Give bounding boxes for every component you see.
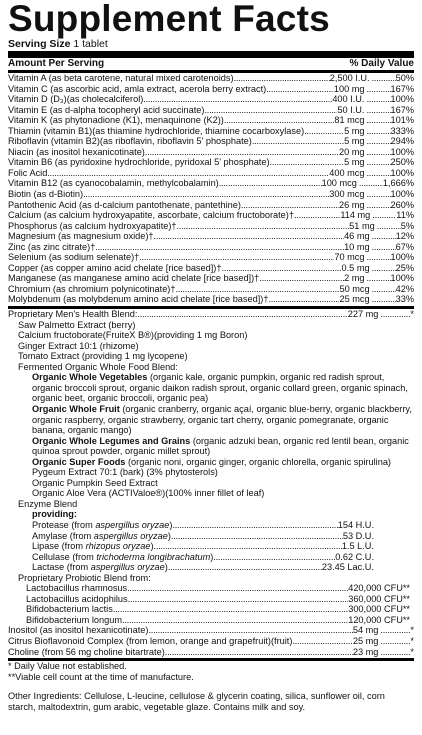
enzyme-amount: 154 H.U.: [337, 519, 374, 530]
nutrient-name: Biotin (as d-Biotin): [8, 189, 84, 200]
ingredient-name: Inositol (as inositol hexanicotinate): [8, 625, 149, 636]
enzyme-name-end: ): [150, 541, 154, 552]
nutrient-name: Chromium (as chromium polynicotinate)†: [8, 283, 176, 294]
probiotic-row: [8, 604, 414, 615]
nutrient-name: Vitamin E (as d-alpha tocopheryl acid succinate): [8, 104, 205, 115]
enzyme-source: aspergillus oryzae: [95, 519, 170, 530]
nutrient-amount: 5 mg: [344, 125, 365, 136]
enzyme-name-text: Lactase (from: [32, 562, 91, 573]
nutrient-dv: 100%: [390, 189, 414, 200]
enzyme-source: rhizopus oryzae: [85, 541, 151, 552]
probiotic-row: [8, 615, 414, 626]
organic-fruit-label: Organic Whole Fruit: [32, 403, 120, 414]
aloe-vera: Organic Aloe Vera (ACTIValoe®)(100% inner fillet of leaf): [32, 488, 265, 499]
calcium-fructoborate: Calcium fructoborate(FruiteX B®)(providing 1 mg Boron): [18, 330, 248, 341]
nutrient-amount: 300 mcg: [329, 189, 365, 200]
nutrient-row: [8, 200, 414, 211]
nutrient-amount: 50 I.U.: [337, 104, 365, 115]
probiotic-name: Bifidobacterium longum: [26, 614, 123, 625]
nutrient-amount: 51 mg: [349, 220, 375, 231]
nutrient-row: [8, 263, 414, 274]
nutrient-row: [8, 189, 414, 200]
enzyme-name-text: Protease (from: [32, 519, 96, 530]
enzyme-source: aspergillus oryzae: [90, 562, 165, 573]
fermented-blend-title: Fermented Organic Whole Food Blend:: [18, 361, 178, 372]
nutrient-row: [8, 73, 414, 84]
nutrient-row: [8, 252, 414, 263]
nutrient-dv: 101%: [390, 115, 414, 126]
other-ingredient-list: [8, 625, 414, 657]
nutrient-dv: 260%: [390, 199, 414, 210]
serving-size: [8, 38, 414, 58]
nutrient-name: Vitamin B6 (as pyridoxine hydrochloride, pyridoxal 5' phosphate): [8, 157, 270, 168]
enzyme-row: [8, 541, 414, 552]
pumpkin-seed-extract: Organic Pumpkin Seed Extract: [32, 477, 158, 488]
blend-name: Proprietary Men's Health Blend:: [8, 309, 138, 320]
nutrient-amount: 26 mg: [338, 199, 365, 210]
nutrient-dv: 33%: [395, 294, 414, 305]
nutrient-amount: 400 I.U.: [332, 94, 365, 105]
nutrient-name: Vitamin A (as beta carotene, natural mixed carotenoids): [8, 73, 234, 83]
nutrient-row: [8, 157, 414, 168]
vitamin-mineral-list: [8, 73, 414, 309]
nutrient-row: [8, 94, 414, 105]
organic-super-foods-text: (organic noni, organic ginger, organic chlorella, organic spirulina): [125, 456, 391, 467]
nutrient-dv: 5%: [400, 220, 414, 231]
nutrient-name: Pantothenic Acid (as d-calcium pantothenate, pantethine): [8, 199, 241, 210]
nutrient-row: [8, 242, 414, 253]
nutrient-name: Selenium (as sodium selenate)†: [8, 252, 140, 263]
enzyme-name-end: ): [169, 519, 173, 530]
enzyme-name: [32, 541, 154, 552]
organic-vegetables: [8, 372, 414, 404]
nutrient-dv: 50%: [395, 73, 414, 83]
probiotic-amount: 300,000 CFU**: [348, 604, 410, 615]
enzyme-amount: 23.45 Lac.U.: [321, 562, 374, 573]
footnote-cfu: **Viable cell count at the time of manufacture.: [8, 672, 194, 683]
saw-palmetto: Saw Palmetto Extract (berry): [18, 319, 136, 330]
panel-title: Supplement Facts: [8, 0, 330, 39]
organic-legumes-text: (organic adzuki bean, organic red lentil bean, organic quinoa sprout powder, organic millet sprout): [32, 435, 409, 457]
nutrient-amount: 20 mg: [338, 146, 365, 157]
serving-size-value: 1 tablet: [73, 38, 108, 50]
enzyme-blend-title: Enzyme Blend: [18, 498, 78, 509]
table-header: [8, 58, 414, 73]
probiotic-name: Lactobacillus acidophilus: [26, 593, 128, 604]
probiotic-amount: 360,000 CFU**: [348, 593, 410, 604]
nutrient-row: [8, 294, 414, 305]
amount-per-serving-header: Amount Per Serving: [8, 58, 105, 69]
nutrient-name: Riboflavin (vitamin B2)(as riboflavin, riboflavin 5' phosphate): [8, 136, 252, 147]
ingredient-row: [8, 647, 414, 658]
nutrient-amount: 50 mcg: [339, 283, 370, 294]
nutrient-amount: 81 mcg: [334, 115, 365, 126]
nutrient-name: Vitamin K (as phytonadione (K1), menaquinone (K2)): [8, 115, 224, 126]
nutrient-amount: 400 mcg: [329, 167, 365, 178]
nutrient-name: Niacin (as inositol hexanicotinate): [8, 146, 145, 157]
organic-vegetables-text: (organic kale, organic pumpkin, organic red radish sprout, organic broccoli sprout, organic daikon radish sprout, organic collard green, organic spinach, organic beet, organic broccoli, organic pea): [32, 372, 408, 404]
nutrient-dv: 294%: [390, 136, 414, 147]
enzyme-amount: 0.62 C.U.: [335, 551, 374, 562]
daily-value-header: % Daily Value: [349, 58, 414, 69]
ingredient-amount: 54 mg: [352, 625, 379, 636]
nutrient-amount: 114 mg: [340, 210, 371, 221]
nutrient-row: [8, 178, 414, 189]
ginger-extract: Ginger Extract 10:1 (rhizome): [18, 340, 139, 351]
nutrient-dv: 167%: [390, 83, 414, 94]
organic-fruit: [8, 404, 414, 436]
nutrient-dv: 25%: [395, 262, 414, 273]
organic-super-foods: [8, 457, 414, 468]
enzyme-name: [32, 562, 168, 573]
ingredient-amount: 25 mg: [352, 635, 379, 646]
organic-super-foods-label: Organic Super Foods: [32, 456, 126, 467]
nutrient-dv: 100%: [390, 273, 414, 284]
nutrient-name: Folic Acid: [8, 167, 48, 178]
enzyme-source: aspergillus oryzae: [93, 530, 168, 541]
nutrient-amount: 5 mg: [344, 157, 365, 168]
probiotic-name: Lactobacillus rhamnosus: [26, 583, 128, 594]
nutrient-row: [8, 105, 414, 116]
nutrient-name: Zinc (as zinc citrate)†: [8, 241, 96, 252]
ingredient-row: [8, 636, 414, 647]
footnote-dv: * Daily Value not established.: [8, 661, 127, 672]
nutrient-amount: 100 mcg: [321, 178, 357, 189]
enzyme-list: [8, 520, 414, 573]
nutrient-row: [8, 136, 414, 147]
nutrient-name: Vitamin C (as ascorbic acid, amla extract, acerola berry extract): [8, 83, 267, 94]
probiotic-row: [8, 594, 414, 605]
organic-fruit-text: (organic cranberry, organic açaí, organic blue-berry, organic blackberry, organic raspberry, organic strawberry, organic tart cherry, organic pomegranate, organic banana, organic mango): [32, 403, 412, 436]
nutrient-row: [8, 210, 414, 221]
nutrient-amount: 0.5 mg: [341, 262, 370, 273]
blend-section: [8, 309, 414, 661]
nutrient-name: Calcium (as calcium hydroxyapatite, ascorbate, calcium fructoborate)†: [8, 210, 294, 221]
nutrient-dv: 11%: [396, 210, 414, 221]
enzyme-name-text: Amylase (from: [32, 530, 94, 541]
probiotic-amount: 120,000 CFU**: [348, 614, 410, 625]
enzyme-amount: 53 D.U.: [342, 530, 374, 541]
organic-vegetables-label: Organic Whole Vegetables: [32, 372, 148, 383]
probiotic-amount: 420,000 CFU**: [348, 583, 410, 594]
nutrient-name: Magnesium (as magnesium oxide)†: [8, 231, 154, 242]
enzyme-row: [8, 531, 414, 542]
enzyme-name-end: ): [164, 562, 168, 573]
blend-row: [8, 309, 414, 320]
nutrient-dv: 100%: [390, 94, 414, 105]
enzyme-name-text: Cellulase (from: [32, 551, 97, 562]
organic-legumes: [8, 436, 414, 457]
enzyme-row: [8, 552, 414, 563]
blend-dv: *: [410, 309, 414, 320]
tomato-extract: Tomato Extract (providing 1 mg lycopene): [18, 351, 188, 362]
enzyme-providing: providing:: [32, 509, 77, 520]
probiotic-name: Bifidobacterium lactis: [26, 604, 113, 615]
nutrient-dv: 100%: [390, 252, 414, 263]
ingredient-name: Choline (from 56 mg choline bitartrate): [8, 646, 165, 657]
enzyme-row: [8, 562, 414, 573]
nutrient-amount: 100 mg: [333, 83, 365, 94]
nutrient-amount: 25 mcg: [339, 294, 370, 305]
other-ingredients: Other Ingredients: Cellulose, L-leucine, cellulose & glycerin coating, silica, sunflower oil, corn starch, maltodextrin, gum arabic, vegetable glaze. Contains milk and soy.: [8, 691, 385, 713]
enzyme-name: [32, 520, 172, 531]
nutrient-name: Molybdenum (as molybdenum amino acid chelate [rice based])†: [8, 294, 269, 305]
nutrient-amount: 5 mg: [344, 136, 365, 147]
nutrient-row: [8, 115, 414, 126]
enzyme-name: [32, 531, 171, 542]
nutrient-row: [8, 84, 414, 95]
nutrient-dv: 100%: [390, 167, 414, 178]
supplement-facts-panel: [8, 0, 414, 713]
nutrient-dv: 250%: [390, 157, 414, 168]
ingredient-dv: *: [410, 625, 414, 636]
ingredient-name: Citrus Bioflavonoid Complex (from lemon, orange and grapefruit)(fruit): [8, 635, 293, 646]
enzyme-name: [32, 552, 213, 563]
serving-size-label: Serving Size: [8, 38, 71, 50]
nutrient-dv: 42%: [395, 283, 414, 294]
nutrient-name: Thiamin (vitamin B1)(as thiamine hydrochloride, thiamine cocarboxylase): [8, 125, 305, 136]
nutrient-dv: 12%: [395, 231, 414, 242]
nutrient-row: [8, 231, 414, 242]
enzyme-name-end: ): [210, 551, 214, 562]
nutrient-dv: 100%: [390, 146, 414, 157]
nutrient-name: Vitamin D (D₃)(as cholecalciferol): [8, 94, 144, 105]
nutrient-dv: 167%: [390, 104, 414, 115]
nutrient-row: [8, 221, 414, 232]
enzyme-row: [8, 520, 414, 531]
enzyme-name-text: Lipase (from: [32, 541, 86, 552]
probiotic-row: [8, 583, 414, 594]
blend-amount: 227 mg: [347, 309, 379, 320]
nutrient-dv: 333%: [390, 125, 414, 136]
enzyme-name-end: ): [167, 530, 171, 541]
nutrient-amount: 10 mg: [344, 241, 370, 252]
ingredient-row: [8, 625, 414, 636]
nutrient-row: [8, 147, 414, 158]
nutrient-amount: 46 mg: [344, 231, 370, 242]
nutrient-row: [8, 284, 414, 295]
nutrient-dv: 67%: [395, 241, 414, 252]
enzyme-source: trichoderma longibrachatum: [96, 551, 211, 562]
nutrient-amount: 2,500 I.U.: [329, 73, 370, 83]
organic-legumes-label: Organic Whole Legumes and Grains: [32, 435, 191, 446]
probiotic-list: [8, 583, 414, 625]
probiotic-blend-title: Proprietary Probiotic Blend from:: [18, 572, 151, 583]
nutrient-row: [8, 273, 414, 284]
ingredient-amount: 23 mg: [352, 646, 379, 657]
ingredient-dv: *: [410, 635, 414, 646]
nutrient-name: Manganese (as manganese amino acid chelate [rice based])†: [8, 273, 260, 284]
pygeum-extract: Pygeum Extract 70:1 (bark) (3% phytosterols): [32, 467, 218, 478]
nutrient-row: [8, 168, 414, 179]
nutrient-amount: 70 mcg: [334, 252, 365, 263]
nutrient-name: Phosphorus (as calcium hydroxyapatite)†: [8, 220, 177, 231]
nutrient-name: Vitamin B12 (as cyanocobalamin, methylcobalamin): [8, 178, 219, 189]
enzyme-amount: 1.5 L.U.: [341, 541, 374, 552]
nutrient-row: [8, 126, 414, 137]
nutrient-amount: 2 mg: [344, 273, 365, 284]
nutrient-name: Copper (as copper amino acid chelate [rice based])†: [8, 262, 222, 273]
ingredient-dv: *: [410, 646, 414, 657]
nutrient-dv: 1,666%: [382, 178, 414, 189]
